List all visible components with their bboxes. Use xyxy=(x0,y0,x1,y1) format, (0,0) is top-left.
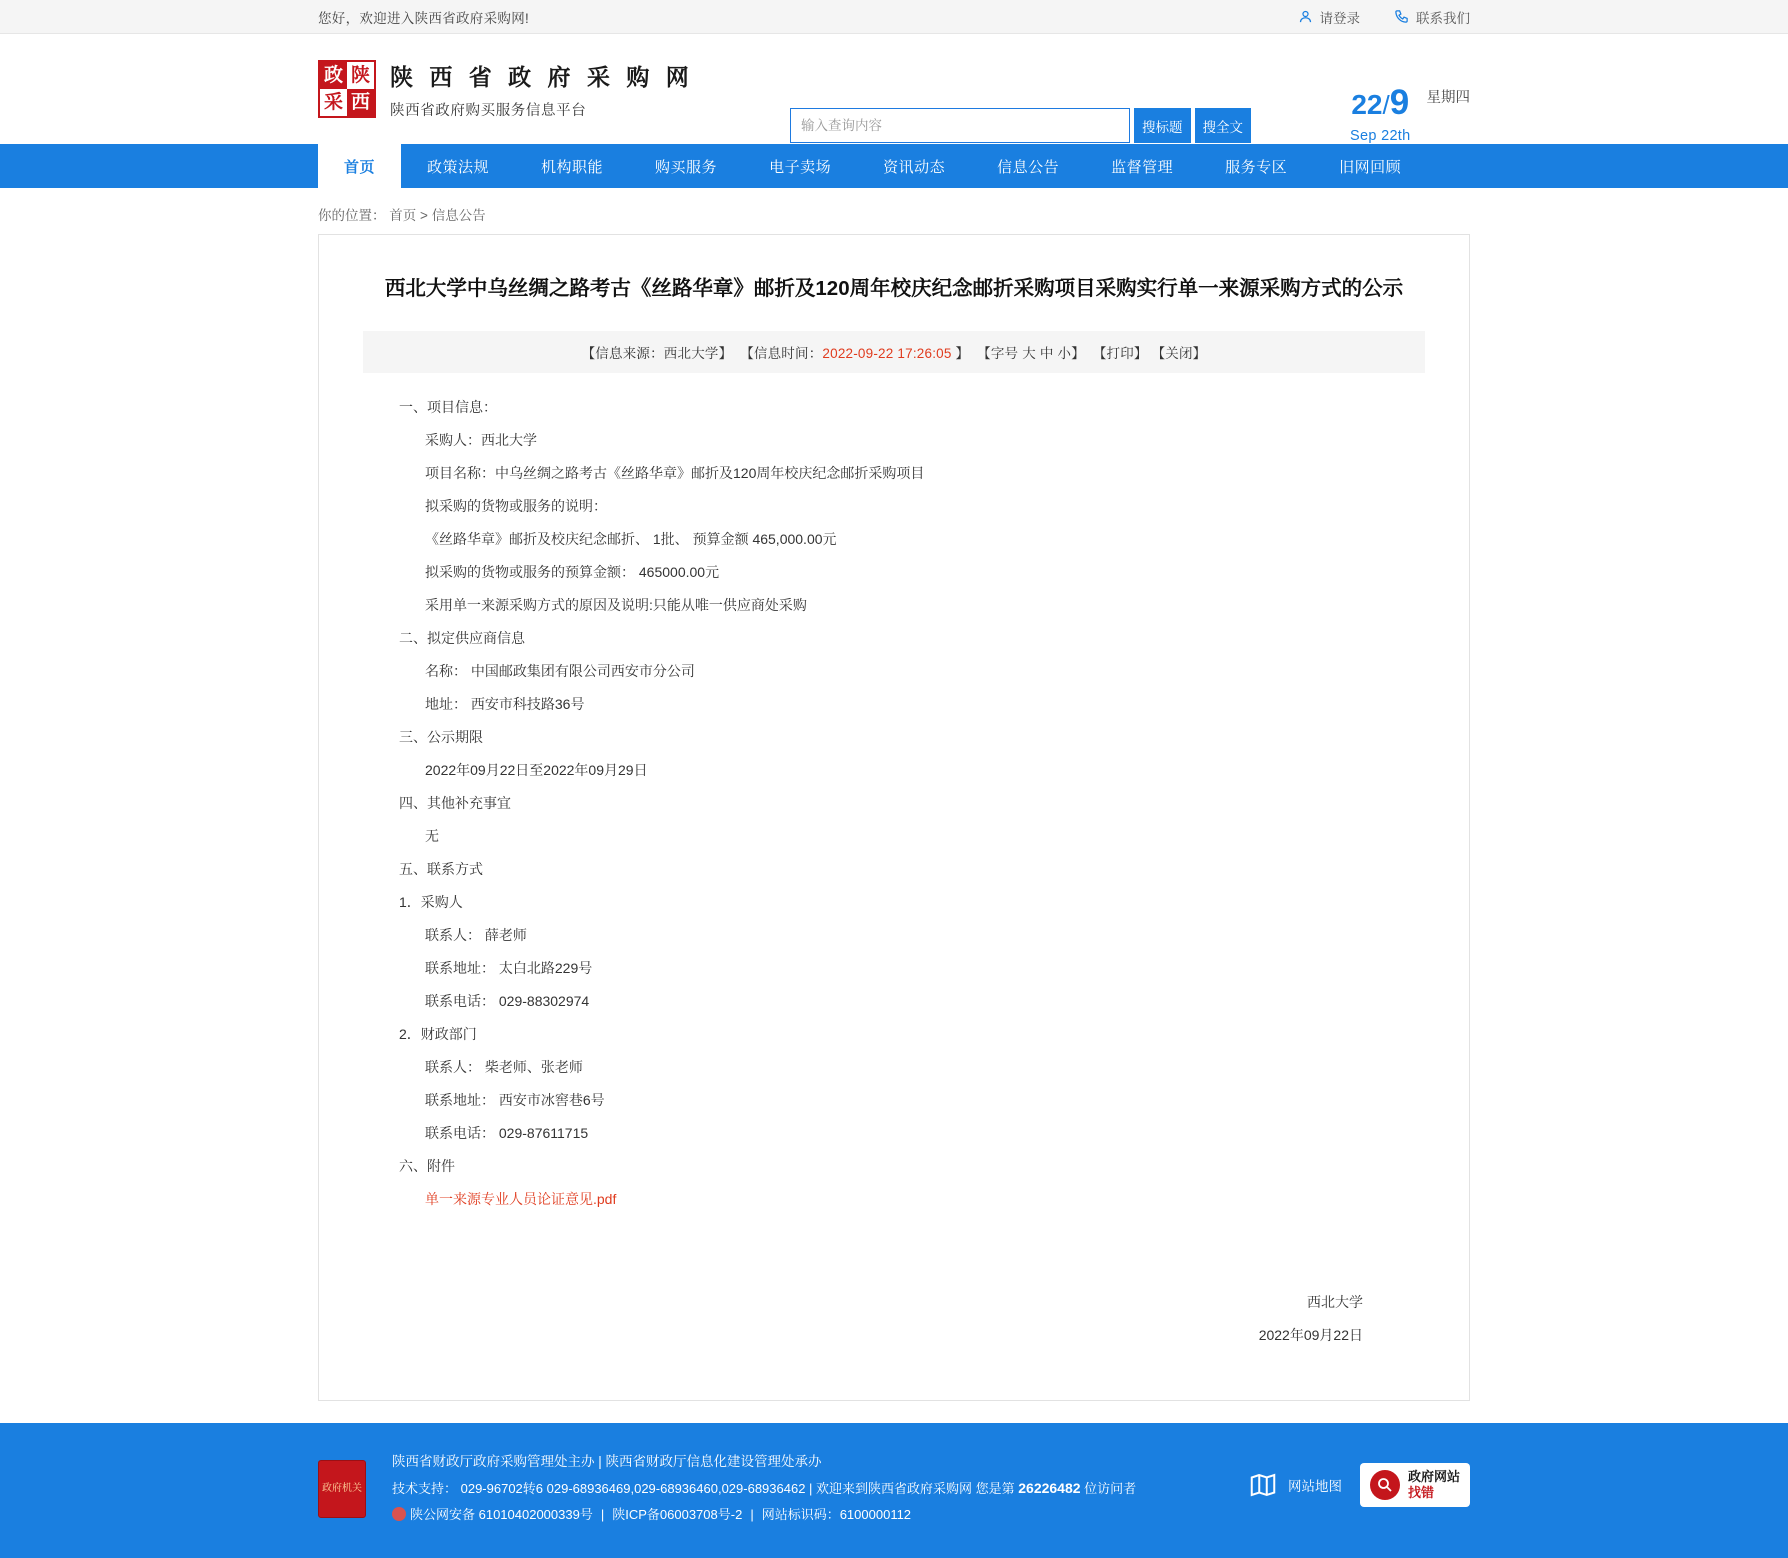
user-icon xyxy=(1298,9,1313,24)
site-header xyxy=(0,34,1788,144)
body-line: 联系电话： 029-88302974 xyxy=(425,993,590,1009)
body-line: 拟采购的货物或服务的说明： xyxy=(425,498,607,514)
meta-source-value: 西北大学】 xyxy=(663,346,733,361)
font-size-label: 【字号 xyxy=(977,346,1019,361)
footer-divider-1: | xyxy=(600,1507,605,1522)
signature-date: 2022年09月22日 xyxy=(1258,1327,1363,1343)
gov-badge-line2: 找错 xyxy=(1407,1485,1434,1500)
page-title: 西北大学中乌丝绸之路考古《丝路华章》邮折及120周年校庆纪念邮折采购项目采购实行单一来源采购方式的公示 xyxy=(384,277,1404,300)
nav-item-service-zone[interactable]: 服务专区 xyxy=(1225,158,1288,176)
body-line: 联系地址： 太白北路229号 xyxy=(425,960,593,976)
body-line: 2022年09月22日至2022年09月29日 xyxy=(425,762,648,778)
meta-time-label: 【信息时间： xyxy=(740,346,823,361)
search-fulltext-button[interactable]: 搜全文 xyxy=(1195,108,1252,143)
font-size-medium-button[interactable]: 中 xyxy=(1039,346,1054,361)
body-line: 无 xyxy=(425,828,439,844)
login-label: 请登录 xyxy=(1319,10,1360,26)
logo-char-3: 采 xyxy=(320,89,347,116)
search-title-button[interactable]: 搜标题 xyxy=(1134,108,1191,143)
date-widget xyxy=(1350,83,1470,144)
body-line: 三、公示期限 xyxy=(399,729,483,745)
login-link[interactable] xyxy=(1298,7,1361,27)
site-logo[interactable] xyxy=(318,59,694,120)
content-area xyxy=(0,234,1788,1401)
body-line: 《丝路华章》邮折及校庆纪念邮折、 1批、 预算金额 465,000.00元 xyxy=(425,531,837,547)
search-input[interactable] xyxy=(790,108,1130,143)
breadcrumb-separator: > xyxy=(420,208,428,223)
welcome-text: 您好，欢迎进入陕西省政府采购网! xyxy=(318,10,530,26)
date-english: Sep 22th xyxy=(1350,128,1411,144)
nav-item-emarket[interactable]: 电子卖场 xyxy=(769,158,832,176)
body-line: 二、拟定供应商信息 xyxy=(399,630,525,646)
sitemap-icon xyxy=(1248,1470,1278,1500)
close-button[interactable]: 【关闭】 xyxy=(1151,346,1207,361)
body-line: 联系电话： 029-87611715 xyxy=(425,1125,589,1141)
sitemap-label: 网站地图 xyxy=(1287,1479,1342,1494)
body-line: 六、附件 xyxy=(399,1158,455,1174)
footer-divider-2: | xyxy=(750,1507,754,1522)
gov-site-report-badge[interactable] xyxy=(1360,1463,1470,1507)
site-name: 陕 西 省 政 府 采 购 网 xyxy=(390,63,694,90)
footer-host-line: 陕西省财政厅政府采购管理处主办 | 陕西省财政厅信息化建设管理处承办 xyxy=(392,1454,822,1469)
attachment-link[interactable]: 单一来源专业人员论证意见.pdf xyxy=(425,1191,617,1207)
font-size-large-button[interactable]: 大 xyxy=(1022,346,1036,361)
footer-support-suffix: 位访问者 xyxy=(1080,1481,1137,1496)
weekday-label: 星期四 xyxy=(1426,90,1470,106)
sitemap-link[interactable] xyxy=(1248,1470,1342,1500)
phone-icon xyxy=(1394,9,1409,24)
nav-item-news[interactable]: 资讯动态 xyxy=(883,158,946,176)
gov-badge-line1: 政府网站 xyxy=(1407,1469,1460,1484)
gov-seal-icon: 政府机关 xyxy=(318,1460,366,1518)
logo-char-2: 陕 xyxy=(347,62,374,89)
article-meta-bar xyxy=(363,331,1425,373)
contact-label: 联系我们 xyxy=(1416,10,1470,26)
body-line: 采用单一来源采购方式的原因及说明:只能从唯一供应商处采购 xyxy=(425,597,807,613)
icp-record[interactable]: 陕ICP备06003708号-2 xyxy=(612,1507,743,1522)
police-record-text: 陕公网安备 61010402000339号 xyxy=(410,1507,593,1522)
article-body xyxy=(363,391,1425,1216)
police-record[interactable] xyxy=(392,1502,593,1528)
date-separator: / xyxy=(1382,90,1390,120)
site-footer xyxy=(0,1423,1788,1558)
body-line: 地址： 西安市科技路36号 xyxy=(425,696,585,712)
footer-support-line xyxy=(392,1475,1136,1502)
top-utility-bar xyxy=(0,0,1788,34)
font-size-small-button[interactable]: 小】 xyxy=(1057,346,1085,361)
site-subtitle: 陕西省政府购买服务信息平台 xyxy=(390,102,587,119)
nav-item-announcements[interactable]: 信息公告 xyxy=(997,158,1060,176)
body-line: 一、项目信息： xyxy=(399,399,497,415)
footer-support-prefix: 技术支持： 029-96702转6 029-68936469,029-68936460,029-68936462 | 欢迎来到陕西省政府采购网 您是第 xyxy=(392,1481,1019,1496)
body-line: 项目名称：中乌丝绸之路考古《丝路华章》邮折及120周年校庆纪念邮折采购项目 xyxy=(425,465,925,481)
body-line: 联系地址： 西安市冰窖巷6号 xyxy=(425,1092,605,1108)
date-day: 22 xyxy=(1351,89,1383,120)
body-line: 联系人： 柴老师、张老师 xyxy=(425,1059,583,1075)
visitor-count: 26226482 xyxy=(1018,1480,1081,1496)
body-line: 2．财政部门 xyxy=(399,1026,477,1042)
main-nav xyxy=(0,144,1788,188)
body-line: 1．采购人 xyxy=(399,894,463,910)
body-line: 采购人：西北大学 xyxy=(425,432,537,448)
signature-org: 西北大学 xyxy=(1307,1294,1363,1310)
meta-time-value: 2022-09-22 17:26:05 xyxy=(822,346,952,361)
body-line: 五、联系方式 xyxy=(399,861,483,877)
police-badge-icon xyxy=(392,1507,406,1521)
signature-block xyxy=(363,1286,1425,1352)
breadcrumb-current[interactable]: 信息公告 xyxy=(431,208,486,223)
logo-char-4: 西 xyxy=(347,89,374,116)
date-month: 9 xyxy=(1389,83,1410,122)
article-card xyxy=(318,234,1470,1401)
body-line: 联系人： 薛老师 xyxy=(425,927,527,943)
contact-link[interactable] xyxy=(1394,7,1470,27)
nav-item-functions[interactable]: 机构职能 xyxy=(541,158,604,176)
nav-item-supervision[interactable]: 监督管理 xyxy=(1111,158,1174,176)
search-box xyxy=(790,108,1251,143)
nav-item-policy[interactable]: 政策法规 xyxy=(427,158,490,176)
print-button[interactable]: 【打印】 xyxy=(1092,346,1148,361)
meta-time-close: 】 xyxy=(955,346,970,361)
breadcrumb-label: 你的位置： xyxy=(318,208,386,223)
body-line: 名称： 中国邮政集团有限公司西安市分公司 xyxy=(425,663,695,679)
nav-item-home[interactable]: 首页 xyxy=(318,144,401,188)
breadcrumb xyxy=(0,188,1788,234)
magnifier-icon xyxy=(1370,1470,1400,1500)
nav-item-purchase-service[interactable]: 购买服务 xyxy=(655,158,718,176)
meta-source-label: 【信息来源： xyxy=(581,346,664,361)
logo-char-1: 政 xyxy=(320,62,347,89)
breadcrumb-home-link[interactable]: 首页 xyxy=(389,208,417,223)
nav-item-old-site[interactable]: 旧网回顾 xyxy=(1339,158,1402,176)
body-line: 四、其他补充事宜 xyxy=(399,795,511,811)
logo-mark-icon xyxy=(318,60,376,118)
body-line: 拟采购的货物或服务的预算金额： 465000.00元 xyxy=(425,564,720,580)
site-id-code: 网站标识码：6100000112 xyxy=(761,1507,912,1522)
